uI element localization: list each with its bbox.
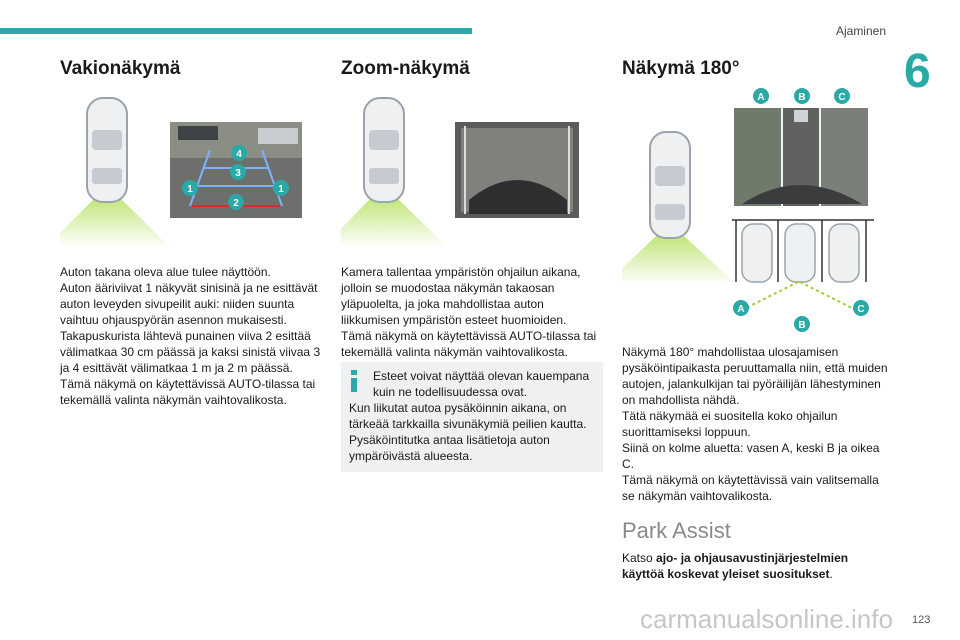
section-title-180-view: Näkymä 180° (622, 58, 740, 79)
marker-label: 3 (235, 168, 241, 179)
marker-label: A (737, 304, 745, 315)
paragraph: Tätä näkymää ei suositella koko ohjailun suorittamiseksi loppuun. (622, 409, 838, 439)
info-paragraph: Esteet voivat näyttää olevan kauempana kuin ne todellisuudessa ovat. (373, 369, 590, 399)
paragraph: Tämä näkymä on käytettävissä AUTO-tilassa tai tekemällä valinta näkymän vaihtovalikosta. (60, 377, 316, 407)
marker-label: B (798, 320, 806, 331)
section-title-zoom-view: Zoom-näkymä (341, 58, 470, 79)
standard-view-illustration (60, 90, 310, 250)
info-paragraph: Kun liikutat autoa pysäköinnin aikana, on tärkeää tarkkailla sivunäkymiä peilien kautta. (349, 401, 587, 431)
info-text (349, 368, 597, 464)
paragraph: Kamera tallentaa ympäristön ohjailun aikana, jolloin se muodostaa näkymän takaosan yläpuolelta, ja joka mahdollistaa auton liikkumisen ympäristön esteet huomioiden. (341, 265, 581, 327)
park-assist-suffix: . (829, 567, 833, 581)
marker-label: C (857, 304, 865, 315)
paragraph: Siinä on kolme aluetta: vasen A, keski B ja oikea C. (622, 441, 880, 471)
paragraph: Tämä näkymä on käytettävissä AUTO-tilassa tai tekemällä valinta näkymän vaihtovalikosta. (341, 329, 597, 359)
park-assist-text (622, 550, 888, 582)
paragraph: Takapuskurista lähtevä punainen viiva 2 esittää välimatkaa 30 cm päässä ja kaksi sinistä viivaa 3 ja 4 esittävät välimatkaa 1 m ja 2 m päässä. (60, 329, 321, 375)
chapter-number: 6 (904, 45, 931, 98)
chapter-title: Ajaminen (835, 24, 886, 38)
section-title-standard-view: Vakionäkymä (60, 58, 181, 79)
paragraph: Näkymä 180° mahdollistaa ulosajamisen pysäköintipaikasta peruuttamalla niin, että muiden autojen, jalankulkijan tai pyöräilijän lähestyminen on mahdollista nähdä. (622, 345, 888, 407)
marker-label: C (838, 92, 846, 103)
marker-label: 1 (278, 184, 284, 195)
marker-label: 2 (233, 198, 239, 209)
180-view-illustration (622, 86, 880, 336)
park-assist-link[interactable]: ajo- ja ohjausavustinjärjestelmien käyttöä koskevat yleiset suositukset (622, 551, 849, 581)
standard-view-text (60, 264, 322, 408)
zoom-view-text (341, 264, 603, 360)
paragraph: Auton ääriviivat 1 näkyvät sinisinä ja ne esittävät auton leveyden sivupeilit auki: niiden suunta vaihtuu ohjauspyörän asennon mukaisesti. (60, 281, 318, 327)
paragraph: Tämä näkymä on käytettävissä vain valitsemalla se näkymän vaihtovalikosta. (622, 473, 879, 503)
paragraph: Auton takana oleva alue tulee näyttöön. (60, 265, 271, 279)
zoom-view-illustration (341, 90, 591, 250)
info-paragraph: Pysäköintitutka antaa lisätietoja auton ympäröivästä alueesta. (349, 433, 550, 463)
marker-label: 4 (236, 149, 242, 160)
page-number: 123 (912, 614, 931, 626)
marker-label: A (757, 92, 765, 103)
park-assist-title: Park Assist (622, 518, 731, 543)
180-view-text (622, 344, 888, 504)
marker-label: 1 (187, 184, 193, 195)
info-box (341, 362, 603, 472)
header-accent-bar (0, 28, 472, 34)
watermark: carmanualsonline.info (640, 604, 893, 634)
park-assist-prefix: Katso (622, 551, 657, 565)
marker-label: B (798, 92, 806, 103)
